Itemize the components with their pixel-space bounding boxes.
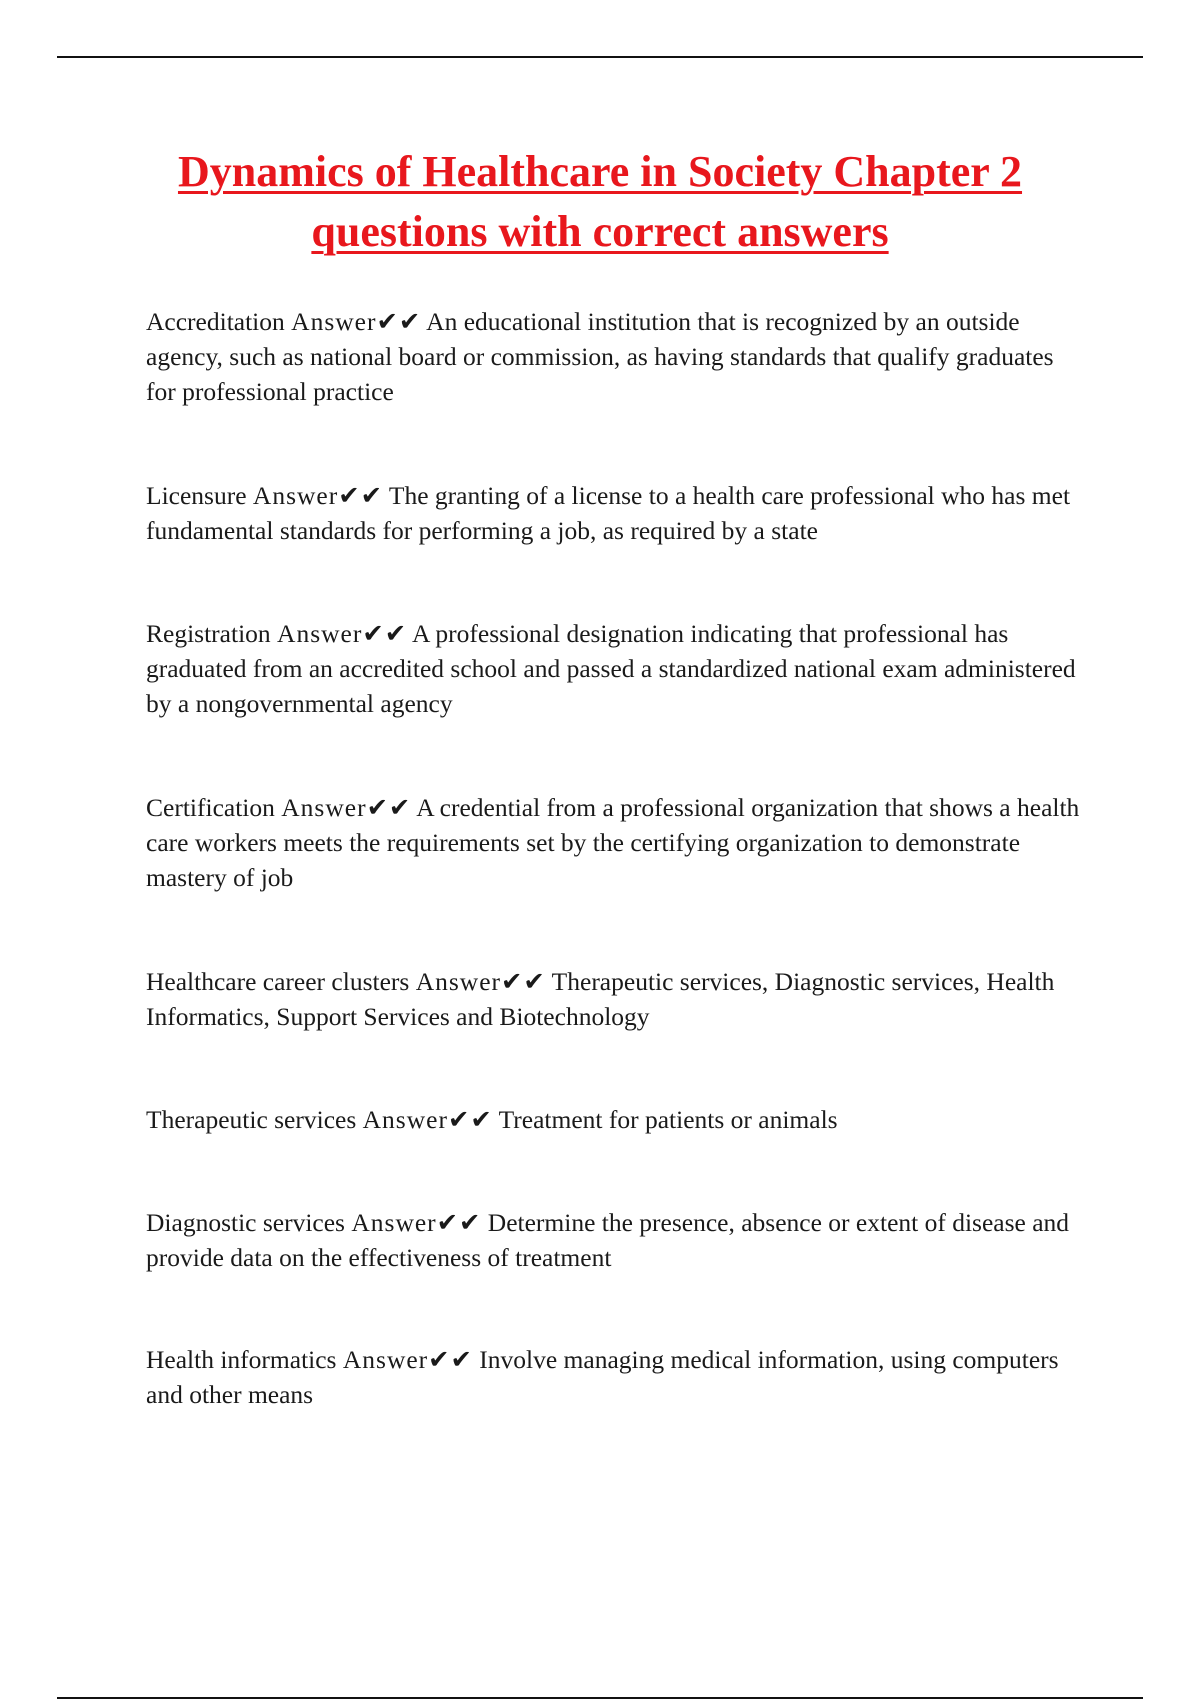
qa-term: Diagnostic services [146,1207,345,1237]
answer-marker: Answer✔✔ [342,1344,473,1374]
answer-marker: Answer✔✔ [281,792,412,822]
qa-term: Certification [146,792,275,822]
qa-item-certification [146,790,1086,895]
document-title [120,142,1080,262]
qa-definition: The granting of a license to a health care professional who has met fundamental standards for performing a job, as required by a state [146,480,1071,545]
qa-item-accreditation [146,304,1086,409]
footer-rule [57,1697,1143,1699]
header-rule [57,56,1143,58]
qa-term: Therapeutic services [146,1104,357,1134]
qa-item-health-informatics [146,1342,1086,1412]
qa-term: Accreditation [146,306,285,336]
qa-item-diagnostic-services [146,1205,1086,1275]
qa-item-therapeutic-services [146,1102,1086,1137]
qa-term: Health informatics [146,1344,337,1374]
qa-definition: Involve managing medical information, using computers and other means [146,1344,1059,1409]
title-line-1: Dynamics of Healthcare in Society Chapter 2 [177,147,1023,196]
answer-marker: Answer✔✔ [252,480,383,510]
qa-term: Licensure [146,480,247,510]
answer-marker: Answer✔✔ [362,1104,493,1134]
title-line-2: questions with correct answers [311,207,889,256]
qa-term: Healthcare career clusters [146,966,410,996]
answer-marker: Answer✔✔ [415,966,546,996]
qa-definition: A professional designation indicating that professional has graduated from an accredited school and passed a standardized national exam administered by a nongovernmental agency [146,618,1076,718]
qa-item-registration [146,616,1086,721]
qa-definition: An educational institution that is recognized by an outside agency, such as national board or commission, as having standards that qualify graduates for professional practice [146,306,1054,406]
qa-definition: Treatment for patients or animals [498,1104,838,1134]
qa-term: Registration [146,618,271,648]
qa-item-career-clusters [146,964,1086,1034]
qa-definition: Therapeutic services, Diagnostic services, Health Informatics, Support Services and Biotechnology [146,966,1055,1031]
answer-marker: Answer✔✔ [277,618,408,648]
qa-definition: A credential from a professional organization that shows a health care workers meets the requirements set by the certifying organization to demonstrate mastery of job [146,792,1080,892]
qa-item-licensure [146,478,1086,548]
answer-marker: Answer✔✔ [291,306,422,336]
answer-marker: Answer✔✔ [351,1207,482,1237]
qa-definition: Determine the presence, absence or extent of disease and provide data on the effectiveness of treatment [146,1207,1070,1272]
